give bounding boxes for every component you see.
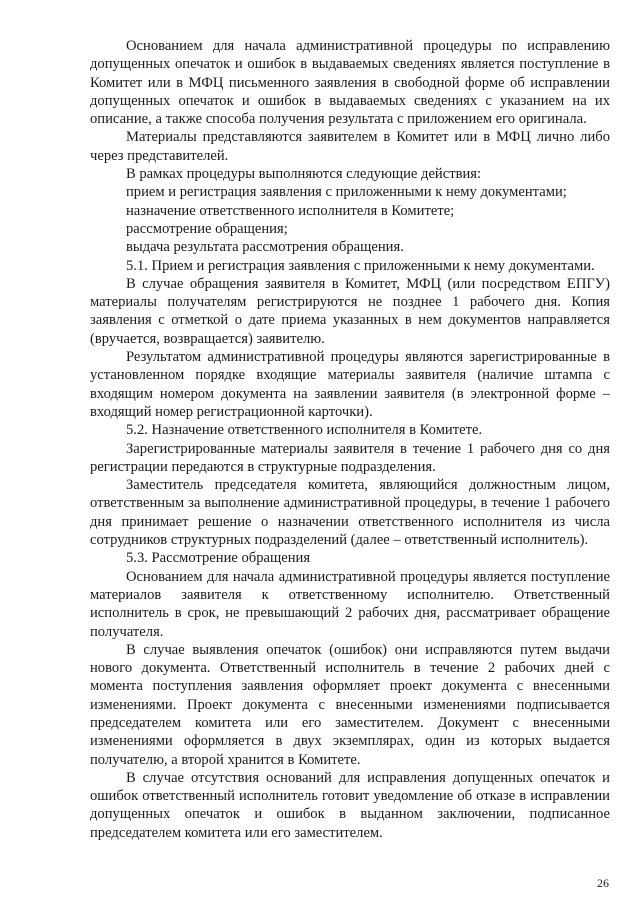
- section-heading: 5.3. Рассмотрение обращения: [126, 550, 311, 567]
- document-body: [90, 37, 610, 842]
- paragraph: В рамках процедуры выполняются следующие действия:: [126, 166, 482, 183]
- paragraph: В случае отсутствия оснований для исправления допущенных опечаток и ошибок ответственный исполнитель готовит уведомление об отказе в исправлении допущенных опечаток и ошибок в выданном заключении, подписанное председателем комитета или его заместителем.: [90, 769, 610, 841]
- paragraph: Зарегистрированные материалы заявителя в течение 1 рабочего дня со дня регистрации передаются в структурные подразделения.: [90, 440, 610, 475]
- list-item: выдача результата рассмотрения обращения.: [126, 239, 404, 256]
- paragraph: В случае выявления опечаток (ошибок) они исправляются путем выдачи нового документа. Ответственный исполнитель в течение 2 рабочих дней с момента поступления заявления оформляет проект документа с внесенными изменениями. Проект документа с внесенными изменениями подписывается председателем комитета или его заместителем. Документ с внесенными изменениями оформляется в двух экземплярах, один из которых выдается получателю, а второй хранится в Комитете.: [90, 641, 610, 768]
- section-heading: 5.2. Назначение ответственного исполнителя в Комитете.: [126, 422, 483, 439]
- paragraph: В случае обращения заявителя в Комитет, МФЦ (или посредством ЕПГУ) материалы получателям регистрируются не позднее 1 рабочего дня. Копия заявления с отметкой о дате приема указанных в нем документов направляется (вручается, возвращается) заявителю.: [90, 275, 610, 347]
- list-item: назначение ответственного исполнителя в Комитете;: [126, 202, 455, 219]
- paragraph: Основанием для начала административной процедуры по исправлению допущенных опечаток и ошибок в выдаваемых сведениях является поступление в Комитет или в МФЦ письменного заявления в свободной форме об исправлении допущенных опечаток и ошибок в выдаваемых сведениях с указанием на их описание, а также способа получения результата с приложением его оригинала.: [90, 38, 610, 128]
- list-item: рассмотрение обращения;: [126, 220, 288, 237]
- list-item: прием и регистрация заявления с приложенными к нему документами;: [126, 184, 567, 201]
- paragraph: Основанием для начала административной процедуры является поступление материалов заявителя к ответственному исполнителю. Ответственный исполнитель в срок, не превышающий 2 рабочих дня, рассматривает обращение получателя.: [90, 568, 610, 640]
- paragraph: Материалы представляются заявителем в Комитет или в МФЦ лично либо через представителей.: [90, 129, 610, 164]
- paragraph: Результатом административной процедуры являются зарегистрированные в установленном порядке входящие материалы заявителя (наличие штампа с входящим номером документа на заявлении заявителя (в электронной форме – входящий номер регистрационной карточки).: [90, 349, 610, 420]
- section-heading: 5.1. Прием и регистрация заявления с приложенными к нему документами.: [126, 257, 595, 274]
- paragraph: Заместитель председателя комитета, являющийся должностным лицом, ответственным за выполнение административной процедуры, в течение 1 рабочего дня принимает решение о назначении ответственного исполнителя из числа сотрудников структурных подразделений (далее – ответственный исполнитель).: [90, 477, 610, 549]
- page-number: 26: [597, 876, 609, 890]
